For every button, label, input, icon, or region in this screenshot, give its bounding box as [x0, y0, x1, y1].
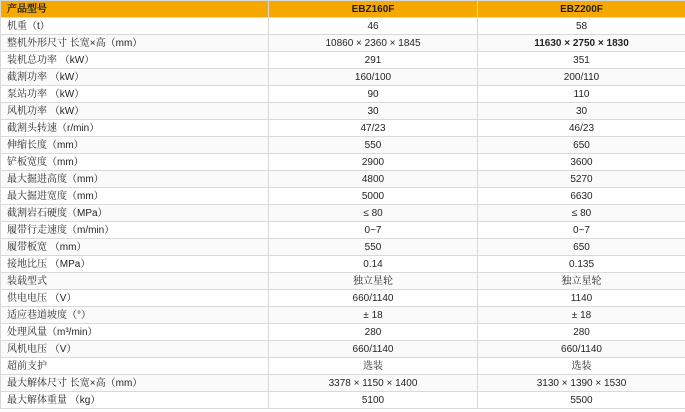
spec-label: 履带行走速度（m/min）: [1, 222, 269, 239]
spec-value-model-2: 选装: [478, 358, 685, 375]
spec-value-model-2: 110: [478, 86, 685, 103]
table-row: [1, 171, 685, 188]
spec-value-model-1: 46: [269, 18, 478, 35]
table-row: [1, 120, 685, 137]
spec-value-model-2: ≤ 80: [478, 205, 685, 222]
table-row: [1, 205, 685, 222]
spec-value-model-1: 2900: [269, 154, 478, 171]
spec-value-model-2: 650: [478, 137, 685, 154]
spec-value-model-2: 58: [478, 18, 685, 35]
spec-label: 处理风量（m³/min）: [1, 324, 269, 341]
spec-label: 截割功率 （kW）: [1, 69, 269, 86]
spec-value-model-2: 200/110: [478, 69, 685, 86]
table-row: [1, 324, 685, 341]
spec-value-model-2: 280: [478, 324, 685, 341]
spec-label: 整机外形尺寸 长宽×高（mm）: [1, 35, 269, 52]
header-model-1: EBZ160F: [269, 1, 478, 18]
table-row: [1, 69, 685, 86]
spec-value-model-2: 11630 × 2750 × 1830: [478, 35, 685, 52]
table-row: [1, 103, 685, 120]
spec-value-model-1: 660/1140: [269, 290, 478, 307]
spec-value-model-2: 0~7: [478, 222, 685, 239]
spec-value-model-2: 1140: [478, 290, 685, 307]
spec-value-model-1: 0.14: [269, 256, 478, 273]
spec-value-model-1: 30: [269, 103, 478, 120]
spec-value-model-1: 0~7: [269, 222, 478, 239]
spec-label: 截割岩石硬度（MPa）: [1, 205, 269, 222]
table-row: [1, 222, 685, 239]
spec-value-model-1: 280: [269, 324, 478, 341]
spec-value-model-1: 10860 × 2360 × 1845: [269, 35, 478, 52]
table-header: [1, 1, 685, 18]
table-row: [1, 375, 685, 392]
spec-value-model-2: 351: [478, 52, 685, 69]
table-row: [1, 341, 685, 358]
spec-value-model-1: 550: [269, 137, 478, 154]
spec-value-model-1: 3378 × 1150 × 1400: [269, 375, 478, 392]
spec-value-model-1: 5100: [269, 392, 478, 409]
table-row: [1, 256, 685, 273]
spec-value-model-2: 独立星轮: [478, 273, 685, 290]
spec-value-model-1: 660/1140: [269, 341, 478, 358]
spec-value-model-2: 650: [478, 239, 685, 256]
spec-value-model-1: 独立星轮: [269, 273, 478, 290]
spec-label: 超前支护: [1, 358, 269, 375]
spec-label: 最大解体尺寸 长宽×高（mm）: [1, 375, 269, 392]
table-row: [1, 86, 685, 103]
spec-value-model-2: 3600: [478, 154, 685, 171]
spec-label: 最大解体重量 （kg）: [1, 392, 269, 409]
spec-label: 铲板宽度（mm）: [1, 154, 269, 171]
spec-value-model-2: 0.135: [478, 256, 685, 273]
table-row: [1, 188, 685, 205]
table-body: [1, 18, 685, 409]
spec-label: 供电电压 （V）: [1, 290, 269, 307]
spec-label: 最大掘进宽度（mm）: [1, 188, 269, 205]
table-row: [1, 52, 685, 69]
spec-value-model-2: 660/1140: [478, 341, 685, 358]
table-row: [1, 273, 685, 290]
spec-label: 截割头转速（r/min）: [1, 120, 269, 137]
spec-value-model-2: 5270: [478, 171, 685, 188]
spec-value-model-2: 30: [478, 103, 685, 120]
spec-value-model-1: 90: [269, 86, 478, 103]
table-row: [1, 137, 685, 154]
spec-value-model-2: 46/23: [478, 120, 685, 137]
spec-value-model-1: 5000: [269, 188, 478, 205]
spec-label: 装载型式: [1, 273, 269, 290]
spec-value-model-1: 47/23: [269, 120, 478, 137]
spec-value-model-2: 6630: [478, 188, 685, 205]
spec-value-model-2: 3130 × 1390 × 1530: [478, 375, 685, 392]
spec-label: 风机电压 （V）: [1, 341, 269, 358]
table-row: [1, 35, 685, 52]
table-row: [1, 358, 685, 375]
spec-label: 最大掘进高度（mm）: [1, 171, 269, 188]
spec-label: 履带板宽 （mm）: [1, 239, 269, 256]
spec-label: 装机总功率 （kW）: [1, 52, 269, 69]
spec-label: 机重（t）: [1, 18, 269, 35]
table-header-row: [1, 1, 685, 18]
table-row: [1, 392, 685, 409]
table-row: [1, 307, 685, 324]
spec-label: 适应巷道坡度（°）: [1, 307, 269, 324]
spec-label: 接地比压 （MPa）: [1, 256, 269, 273]
spec-value-model-1: ± 18: [269, 307, 478, 324]
spec-value-model-1: 160/100: [269, 69, 478, 86]
table-row: [1, 18, 685, 35]
spec-value-model-1: 4800: [269, 171, 478, 188]
header-model-2: EBZ200F: [478, 1, 685, 18]
spec-label: 风机功率 （kW）: [1, 103, 269, 120]
spec-label: 泵站功率 （kW）: [1, 86, 269, 103]
spec-value-model-1: 选装: [269, 358, 478, 375]
spec-value-model-2: ± 18: [478, 307, 685, 324]
spec-value-model-1: 550: [269, 239, 478, 256]
header-product-model: 产品型号: [1, 1, 269, 18]
table-row: [1, 239, 685, 256]
spec-value-model-1: ≤ 80: [269, 205, 478, 222]
table-row: [1, 154, 685, 171]
spec-label: 伸缩长度（mm）: [1, 137, 269, 154]
spec-value-model-2: 5500: [478, 392, 685, 409]
spec-value-model-1: 291: [269, 52, 478, 69]
table-row: [1, 290, 685, 307]
